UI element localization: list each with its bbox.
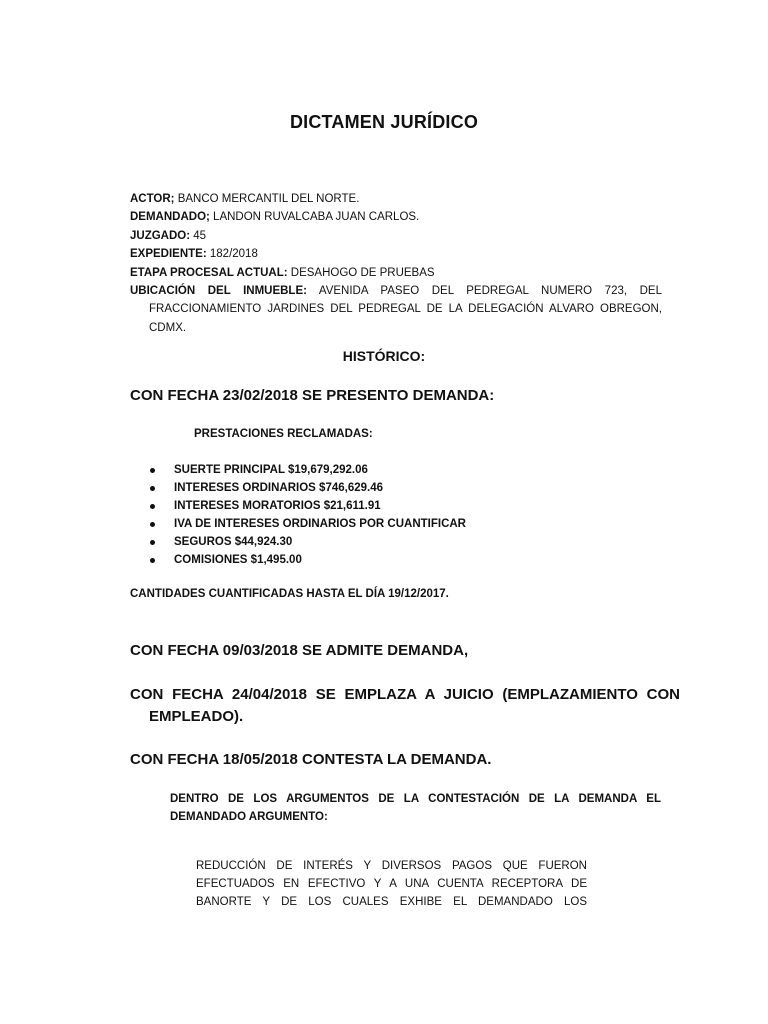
field-value: 182/2018 <box>206 248 258 261</box>
demanda-heading: CON FECHA 23/02/2018 SE PRESENTO DEMANDA: <box>130 387 495 404</box>
list-item: SEGUROS $44,924.30 <box>150 533 466 551</box>
list-item: IVA DE INTERESES ORDINARIOS POR CUANTIFICAR <box>150 515 466 533</box>
cantidades-note: CANTIDADES CUANTIFICADAS HASTA EL DÍA 19/12/2017. <box>130 588 449 600</box>
ubicacion-row <box>130 282 662 337</box>
field-value: BANCO MERCANTIL DEL NORTE. <box>174 193 360 205</box>
field-label: ETAPA PROCESAL ACTUAL: <box>130 266 288 279</box>
list-item: INTERESES ORDINARIOS $746,629.46 <box>150 479 466 497</box>
etapa-row <box>130 264 662 282</box>
bullet-icon <box>150 468 155 473</box>
field-label: JUZGADO: <box>130 229 191 242</box>
field-label: EXPEDIENTE: <box>130 248 207 261</box>
prestaciones-list <box>150 461 466 569</box>
argumentos-intro: DENTRO DE LOS ARGUMENTOS DE LA CONTESTACIÓN DE LA DEMANDA EL DEMANDADO ARGUMENTO: <box>170 793 661 823</box>
list-item: COMISIONES $1,495.00 <box>150 551 466 569</box>
list-item: INTERESES MORATORIOS $21,611.91 <box>150 497 466 515</box>
actor-row <box>130 190 662 208</box>
historico-heading: HISTÓRICO: <box>342 348 426 364</box>
bullet-icon <box>150 504 155 509</box>
bullet-icon <box>150 522 155 527</box>
emplaza-heading: CON FECHA 24/04/2018 SE EMPLAZA A JUICIO (EMPLAZAMIENTO CON EMPLEADO). <box>130 686 680 725</box>
argumento-text: REDUCCIÓN DE INTERÉS Y DIVERSOS PAGOS QUE FUERON EFECTUADOS EN EFECTIVO Y A UNA CUENTA RECEPTORA DE BANORTE Y DE LOS CUALES EXHIBE EL DEMANDADO LOS <box>196 860 587 908</box>
bullet-icon <box>150 558 155 563</box>
field-value: DESAHOGO DE PRUEBAS <box>287 266 435 279</box>
prestaciones-heading: PRESTACIONES RECLAMADAS: <box>194 428 373 440</box>
field-label: UBICACIÓN DEL INMUEBLE: <box>130 285 307 298</box>
demandado-row <box>130 208 662 226</box>
contesta-heading: CON FECHA 18/05/2018 CONTESTA LA DEMANDA. <box>130 751 492 768</box>
field-label: ACTOR; <box>130 193 175 205</box>
document-title: DICTAMEN JURÍDICO <box>289 112 479 132</box>
field-label: DEMANDADO; <box>130 211 210 224</box>
bullet-icon <box>150 486 155 491</box>
field-value: 45 <box>190 229 207 242</box>
list-item: SUERTE PRINCIPAL $19,679,292.06 <box>150 461 466 479</box>
expediente-row <box>130 245 662 263</box>
field-value: AVENIDA PASEO DEL PEDREGAL NUMERO 723, DEL FRACCIONAMIENTO JARDINES DEL PEDREGAL DE LA DELEGACIÓN ALVARO OBREGON, CDMX. <box>149 285 662 334</box>
field-value: LANDON RUVALCABA JUAN CARLOS. <box>209 211 420 224</box>
juzgado-row <box>130 227 662 245</box>
admite-heading: CON FECHA 09/03/2018 SE ADMITE DEMANDA, <box>130 642 469 659</box>
case-details <box>130 190 662 337</box>
bullet-icon <box>150 540 155 545</box>
